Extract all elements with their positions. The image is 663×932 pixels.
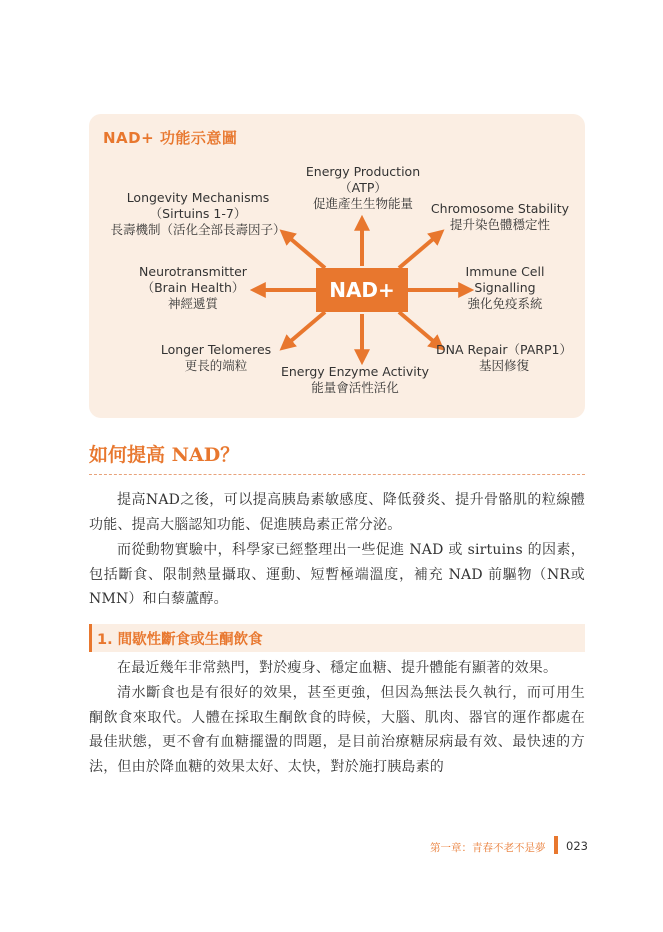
paragraph: 在最近幾年非常熱門，對於瘦身、穩定血糖、提升體能有顯著的效果。 (117, 660, 558, 676)
paragraph: 提高NAD之後，可以提高胰島素敏感度、降低發炎、提升骨骼肌的粒線體功能、提高大腦認知功能、促進胰島素正常分泌。 (89, 492, 585, 533)
node-energy-enzyme: Energy Enzyme Activity 能量會活性活化 (280, 364, 430, 395)
section-heading: 如何提高 NAD？ (89, 444, 240, 466)
node-telomeres: Longer Telomeres 更長的端粒 (160, 342, 272, 373)
node-energy-production: Energy Production （ATP） 促進產生生物能量 (305, 164, 421, 211)
figure-title: NAD+ 功能示意圖 (103, 129, 238, 147)
subsection-heading-bar (89, 624, 585, 652)
arrow-up-right (399, 234, 439, 268)
heading-divider (89, 474, 585, 475)
arrow-down-right (399, 312, 439, 346)
paragraph: 而從動物實驗中，科學家已經整理出一些促進 NAD 或 sirtuins 的因素，包括斷食、限制熱量攝取、運動、短暫極端溫度，補充 NAD 前驅物（NR或NMN）和白藜蘆醇。 (89, 542, 585, 607)
nad-center-box: NAD+ (316, 268, 408, 312)
paragraph: 清水斷食也是有很好的效果，甚至更強，但因為無法長久執行，而可用生酮飲食來取代。人體在採取生酮飲食的時候，大腦、肌肉、器官的運作都處在最佳狀態，更不會有血糖擺盪的問題，是目前治療糖尿病最有效、最快速的方法，但由於降血糖的效果太好、太快，對於施打胰島素的 (89, 685, 585, 775)
node-chromosome: Chromosome Stability 提升染色體穩定性 (430, 201, 570, 232)
node-immune: Immune Cell Signalling 強化免疫系統 (465, 264, 545, 311)
node-neurotransmitter: Neurotransmitter （Brain Health） 神經遞質 (139, 264, 247, 311)
arrow-up-left (285, 234, 325, 268)
footer-divider (554, 836, 558, 854)
node-dna-repair: DNA Repair（PARP1） 基因修復 (436, 342, 572, 373)
subsection-heading: 1. 間歇性斷食或生酮飲食 (97, 632, 263, 648)
arrow-down-left (285, 312, 325, 346)
node-longevity: Longevity Mechanisms （Sirtuins 1-7） 長壽機制（活化全部長壽因子） (110, 190, 286, 237)
footer-chapter: 第一章：青春不老不是夢 (430, 842, 546, 854)
page-number: 023 (566, 839, 588, 853)
